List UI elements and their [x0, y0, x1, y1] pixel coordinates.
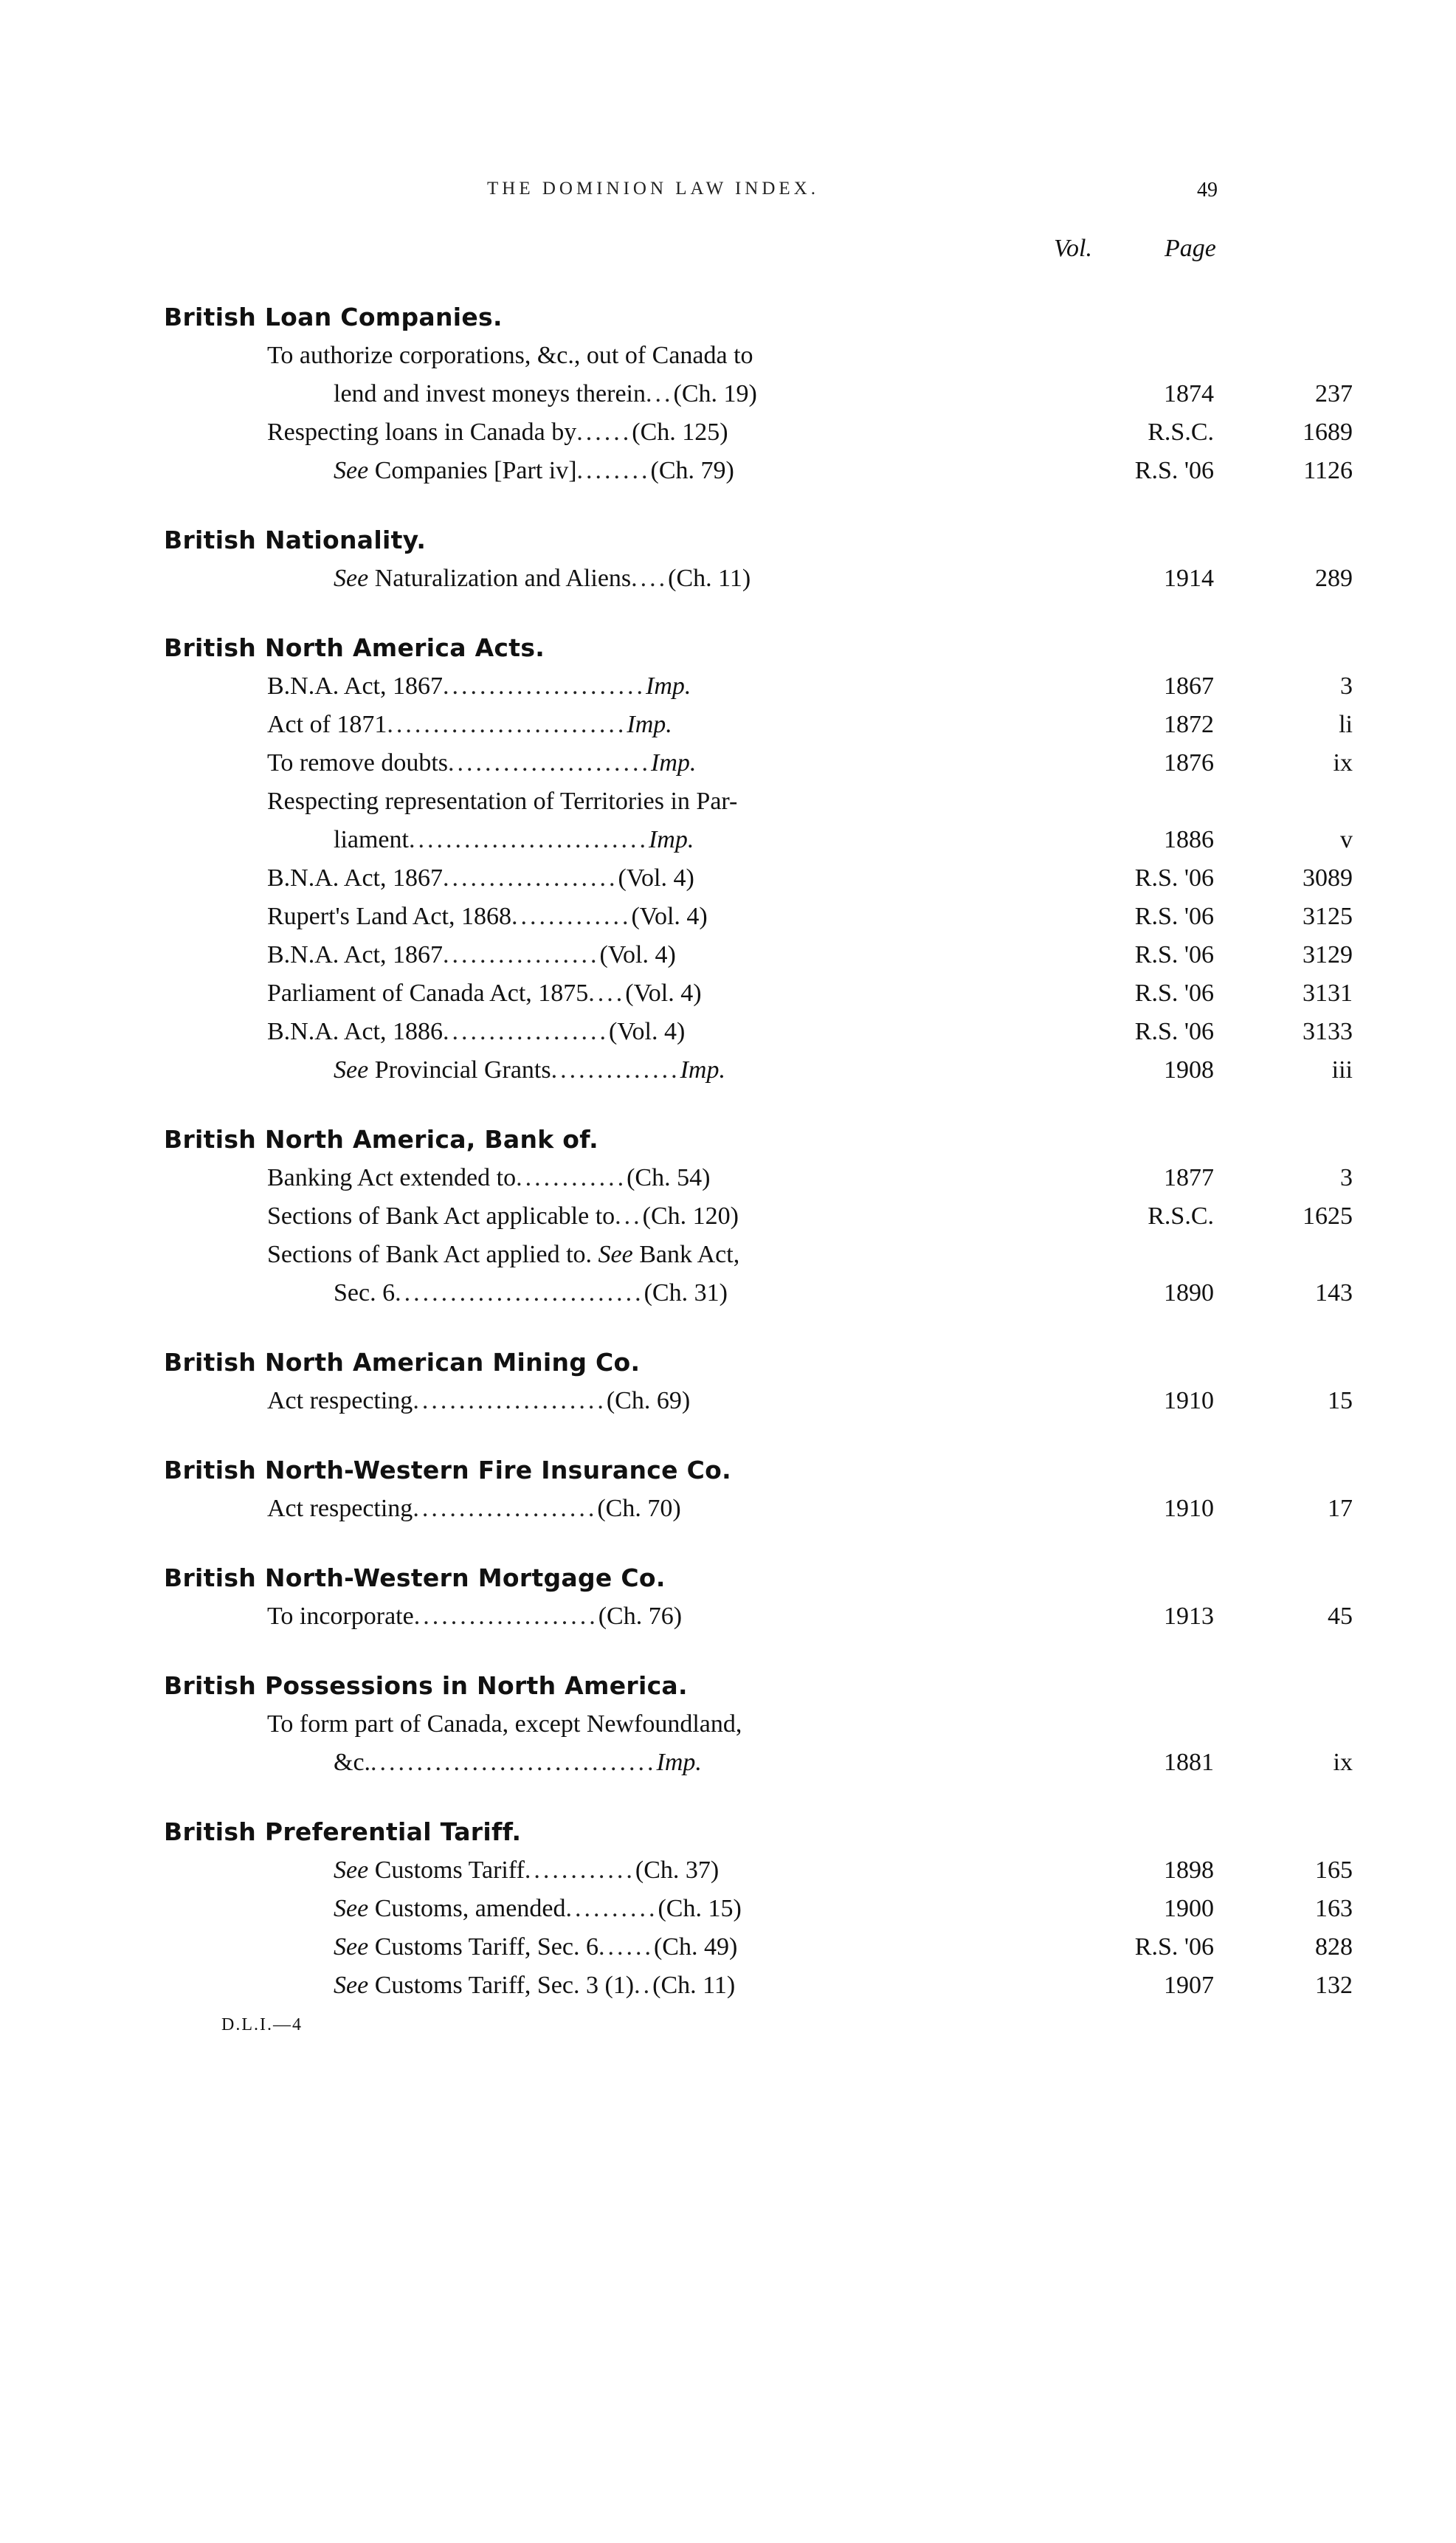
chapter-reference: (Ch. 79)	[650, 457, 734, 484]
chapter-reference: (Ch. 76)	[598, 1603, 683, 1630]
entry-description	[334, 1890, 742, 1928]
description-text: Sections of Bank Act applied to. See Bank Act,	[267, 1241, 740, 1268]
entry-spacer	[0, 1312, 1456, 1343]
volume-cell: R.S. '06	[1134, 864, 1214, 892]
chapter-reference: (Ch. 15)	[658, 1895, 742, 1922]
dot-leader: ......	[576, 419, 632, 446]
signature-mark: D.L.I.—4	[221, 2015, 303, 2034]
entry-row	[0, 560, 1456, 598]
entry-row	[0, 1490, 1456, 1528]
description-text: See Customs Tariff, Sec. 3 (1)	[334, 1972, 635, 1999]
entry-description	[267, 936, 676, 974]
description-text: &c.	[334, 1749, 371, 1776]
page-cell: 163	[1315, 1895, 1353, 1922]
dot-leader: ...............................	[370, 1749, 657, 1776]
description-text: See Naturalization and Aliens	[334, 565, 632, 592]
entry-description	[334, 1051, 725, 1090]
chapter-reference: Imp.	[651, 749, 697, 777]
entry-row	[0, 859, 1456, 898]
dot-leader: ...........................	[395, 1279, 644, 1307]
entry-row	[0, 1013, 1456, 1051]
see-reference-word: See	[334, 565, 369, 592]
entry-row	[0, 667, 1456, 706]
entry-description	[267, 744, 696, 782]
dot-leader: ......................	[448, 749, 652, 777]
volume-cell: 1876	[1164, 749, 1214, 777]
dot-leader: .....................	[413, 1387, 607, 1414]
volume-cell: R.S.C.	[1148, 419, 1214, 446]
dot-leader: ..	[634, 1972, 653, 1999]
entry-heading: British Loan Companies.	[164, 303, 503, 331]
chapter-reference: Imp.	[656, 1749, 702, 1776]
entry-description	[267, 1382, 690, 1420]
chapter-reference: (Ch. 11)	[652, 1972, 736, 1999]
volume-cell: R.S.C.	[1148, 1202, 1214, 1230]
description-text: B.N.A. Act, 1867	[267, 672, 443, 700]
entry-row	[0, 1890, 1456, 1928]
entry-heading: British North American Mining Co.	[164, 1348, 641, 1377]
dot-leader: ...	[646, 380, 674, 407]
description-text: Sec. 6	[334, 1279, 396, 1307]
chapter-reference: (Ch. 19)	[673, 380, 757, 407]
entry-description	[334, 1851, 719, 1890]
entry-row	[0, 1236, 1456, 1274]
volume-cell: R.S. '06	[1134, 980, 1214, 1007]
entry-row	[0, 821, 1456, 859]
page-cell: 17	[1328, 1495, 1353, 1522]
entry-row	[0, 413, 1456, 452]
page-cell: 165	[1315, 1857, 1353, 1884]
volume-cell: R.S. '06	[1134, 457, 1214, 484]
entry-spacer	[0, 490, 1456, 521]
page-cell: 3	[1340, 672, 1353, 700]
entry-description	[267, 898, 708, 936]
chapter-reference: (Ch. 37)	[635, 1857, 720, 1884]
entry-description	[267, 1013, 685, 1051]
description-text: Act respecting	[267, 1387, 413, 1414]
entry-row	[0, 1159, 1456, 1197]
dot-leader: ...	[615, 1202, 643, 1230]
entry-spacer	[0, 1782, 1456, 1813]
page-cell: 3089	[1303, 864, 1353, 892]
entry-description	[334, 1928, 737, 1966]
description-text: See Customs Tariff	[334, 1857, 525, 1884]
page-cell: ix	[1333, 1749, 1353, 1776]
page-cell: 289	[1315, 565, 1353, 592]
entry-row	[0, 782, 1456, 821]
entry-description	[267, 337, 753, 375]
page-cell: 132	[1315, 1972, 1353, 1999]
chapter-reference: (Ch. 125)	[632, 419, 728, 446]
volume-cell: R.S. '06	[1134, 903, 1214, 930]
chapter-reference: (Ch. 69)	[606, 1387, 691, 1414]
dot-leader: ............	[516, 1164, 627, 1191]
dot-leader: ..............	[551, 1056, 680, 1084]
volume-cell: 1881	[1164, 1749, 1214, 1776]
volume-cell: R.S. '06	[1134, 941, 1214, 968]
description-text: See Customs Tariff, Sec. 6	[334, 1933, 598, 1961]
chapter-reference: (Ch. 70)	[597, 1495, 681, 1522]
description-text: Act respecting	[267, 1495, 413, 1522]
chapter-reference: Imp.	[627, 711, 672, 738]
description-text: B.N.A. Act, 1867	[267, 941, 443, 968]
entry-heading: British North-Western Mortgage Co.	[164, 1563, 666, 1592]
page-cell: 3	[1340, 1164, 1353, 1191]
entry-description	[334, 1966, 735, 2005]
see-reference-word: See	[334, 457, 369, 484]
dot-leader: .................	[443, 941, 600, 968]
volume-cell: 1913	[1164, 1603, 1214, 1630]
page-cell: 3131	[1303, 980, 1353, 1007]
dot-leader: ..........................	[408, 826, 649, 853]
entry-heading: British Nationality.	[164, 526, 427, 554]
volume-cell: 1914	[1164, 565, 1214, 592]
volume-cell: R.S. '06	[1134, 1018, 1214, 1045]
see-reference-word: See	[598, 1241, 633, 1268]
description-text: liament	[334, 826, 409, 853]
entry-description	[267, 413, 728, 452]
entry-row	[0, 706, 1456, 744]
volume-cell: 1898	[1164, 1857, 1214, 1884]
description-text: To remove doubts	[267, 749, 449, 777]
entry-row	[0, 898, 1456, 936]
chapter-reference: (Vol. 4)	[631, 903, 708, 930]
description-text: Respecting representation of Territories in Par-	[267, 788, 738, 815]
volume-cell: 1907	[1164, 1972, 1214, 1999]
chapter-reference: (Ch. 49)	[653, 1933, 738, 1961]
page-cell: 828	[1315, 1933, 1353, 1961]
entry-row	[0, 1851, 1456, 1890]
entry-description	[267, 1490, 681, 1528]
dot-leader: ......	[598, 1933, 654, 1961]
chapter-reference: (Vol. 4)	[625, 980, 702, 1007]
see-reference-word: See	[334, 1933, 369, 1961]
entry-description	[334, 375, 757, 413]
see-reference-word: See	[334, 1056, 369, 1084]
dot-leader: .............	[511, 903, 632, 930]
description-text: To form part of Canada, except Newfoundland,	[267, 1710, 742, 1738]
entry-description	[267, 782, 737, 821]
entry-row	[0, 1744, 1456, 1782]
volume-cell: 1877	[1164, 1164, 1214, 1191]
entry-description	[267, 859, 694, 898]
volume-cell: 1900	[1164, 1895, 1214, 1922]
volume-cell: 1908	[1164, 1056, 1214, 1084]
page-cell: 45	[1328, 1603, 1353, 1630]
page-cell: 15	[1328, 1387, 1353, 1414]
entry-spacer	[0, 1636, 1456, 1667]
entry-heading: British Preferential Tariff.	[164, 1817, 522, 1846]
page-number: 49	[1197, 179, 1218, 202]
entry-spacer	[0, 1090, 1456, 1121]
volume-cell: 1874	[1164, 380, 1214, 407]
entry-description	[267, 1705, 742, 1744]
entry-spacer	[0, 598, 1456, 629]
volume-cell: 1867	[1164, 672, 1214, 700]
entry-description	[334, 1274, 728, 1312]
page-cell: iii	[1331, 1056, 1353, 1084]
entry-row	[0, 1197, 1456, 1236]
description-text: Respecting loans in Canada by	[267, 419, 577, 446]
volume-cell: 1910	[1164, 1495, 1214, 1522]
description-text: B.N.A. Act, 1867	[267, 864, 443, 892]
description-text: Act of 1871	[267, 711, 387, 738]
entry-heading: British Possessions in North America.	[164, 1671, 688, 1700]
entry-row	[0, 1966, 1456, 2005]
entry-spacer	[0, 1528, 1456, 1559]
entry-description	[267, 667, 691, 706]
page-cell: ix	[1333, 749, 1353, 777]
description-text: B.N.A. Act, 1886	[267, 1018, 443, 1045]
entry-row	[0, 936, 1456, 974]
chapter-reference: (Ch. 11)	[668, 565, 751, 592]
entry-description	[267, 1159, 710, 1197]
entry-row	[0, 1597, 1456, 1636]
page-cell: 1689	[1303, 419, 1353, 446]
page-cell: 3125	[1303, 903, 1353, 930]
dot-leader: ..........................	[387, 711, 627, 738]
entry-description	[267, 706, 672, 744]
dot-leader: ....	[588, 980, 626, 1007]
page-cell: 3129	[1303, 941, 1353, 968]
page-cell: v	[1340, 826, 1353, 853]
chapter-reference: (Vol. 4)	[599, 941, 676, 968]
chapter-reference: (Ch. 31)	[644, 1279, 728, 1307]
entry-description	[267, 1197, 739, 1236]
chapter-reference: Imp.	[646, 672, 691, 700]
page-cell: 3133	[1303, 1018, 1353, 1045]
entry-heading: British North America, Bank of.	[164, 1125, 598, 1154]
dot-leader: ....	[631, 565, 669, 592]
volume-cell: 1910	[1164, 1387, 1214, 1414]
entry-row	[0, 375, 1456, 413]
entry-row	[0, 1705, 1456, 1744]
page-cell: 1126	[1303, 457, 1353, 484]
description-text: See Customs, amended	[334, 1895, 566, 1922]
running-head	[0, 179, 1456, 208]
chapter-reference: (Ch. 54)	[627, 1164, 711, 1191]
page-cell: 1625	[1303, 1202, 1353, 1230]
chapter-reference: (Vol. 4)	[609, 1018, 686, 1045]
see-reference-word: See	[334, 1857, 369, 1884]
volume-cell: 1872	[1164, 711, 1214, 738]
index-entries	[0, 298, 1456, 2005]
entry-description	[267, 974, 702, 1013]
dot-leader: ....................	[413, 1495, 598, 1522]
description-text: See Provincial Grants	[334, 1056, 551, 1084]
page-column-heading: Page	[1165, 235, 1216, 262]
entry-heading: British North-Western Fire Insurance Co.	[164, 1456, 731, 1484]
description-text: Sections of Bank Act applicable to	[267, 1202, 615, 1230]
see-reference-word: See	[334, 1972, 369, 1999]
description-text: lend and invest moneys therein	[334, 380, 646, 407]
dot-leader: ....................	[413, 1603, 598, 1630]
entry-description	[267, 1597, 682, 1636]
page-cell: li	[1339, 711, 1353, 738]
dot-leader: ............	[524, 1857, 635, 1884]
entry-spacer	[0, 1420, 1456, 1451]
chapter-reference: (Ch. 120)	[642, 1202, 739, 1230]
description-text: See Companies [Part iv]	[334, 457, 577, 484]
page-cell: 237	[1315, 380, 1353, 407]
entry-row	[0, 452, 1456, 490]
entry-description	[334, 821, 694, 859]
chapter-reference: (Vol. 4)	[618, 864, 694, 892]
entry-description	[267, 1236, 739, 1274]
entry-description	[334, 560, 751, 598]
description-text: Banking Act extended to	[267, 1164, 517, 1191]
entry-row	[0, 1382, 1456, 1420]
entry-heading: British North America Acts.	[164, 633, 545, 662]
dot-leader: ..........	[565, 1895, 658, 1922]
volume-cell: 1886	[1164, 826, 1214, 853]
volume-cell: R.S. '06	[1134, 1933, 1214, 1961]
description-text: To incorporate	[267, 1603, 414, 1630]
entry-row	[0, 744, 1456, 782]
description-text: Rupert's Land Act, 1868	[267, 903, 511, 930]
entry-row	[0, 1928, 1456, 1966]
dot-leader: ...................	[443, 864, 618, 892]
entry-description	[334, 452, 734, 490]
volume-cell: 1890	[1164, 1279, 1214, 1307]
description-text: Parliament of Canada Act, 1875	[267, 980, 589, 1007]
description-text: To authorize corporations, &c., out of Canada to	[267, 342, 753, 369]
entry-row	[0, 974, 1456, 1013]
running-title: THE DOMINION LAW INDEX.	[487, 179, 819, 199]
entry-description	[334, 1744, 702, 1782]
page-cell: 143	[1315, 1279, 1353, 1307]
chapter-reference: Imp.	[648, 826, 694, 853]
dot-leader: ........	[576, 457, 651, 484]
entry-row	[0, 1274, 1456, 1312]
vol-column-heading: Vol.	[1054, 235, 1092, 262]
chapter-reference: Imp.	[680, 1056, 725, 1084]
see-reference-word: See	[334, 1895, 369, 1922]
entry-row	[0, 1051, 1456, 1090]
dot-leader: ......................	[443, 672, 646, 700]
entry-row	[0, 337, 1456, 375]
dot-leader: ..................	[443, 1018, 609, 1045]
